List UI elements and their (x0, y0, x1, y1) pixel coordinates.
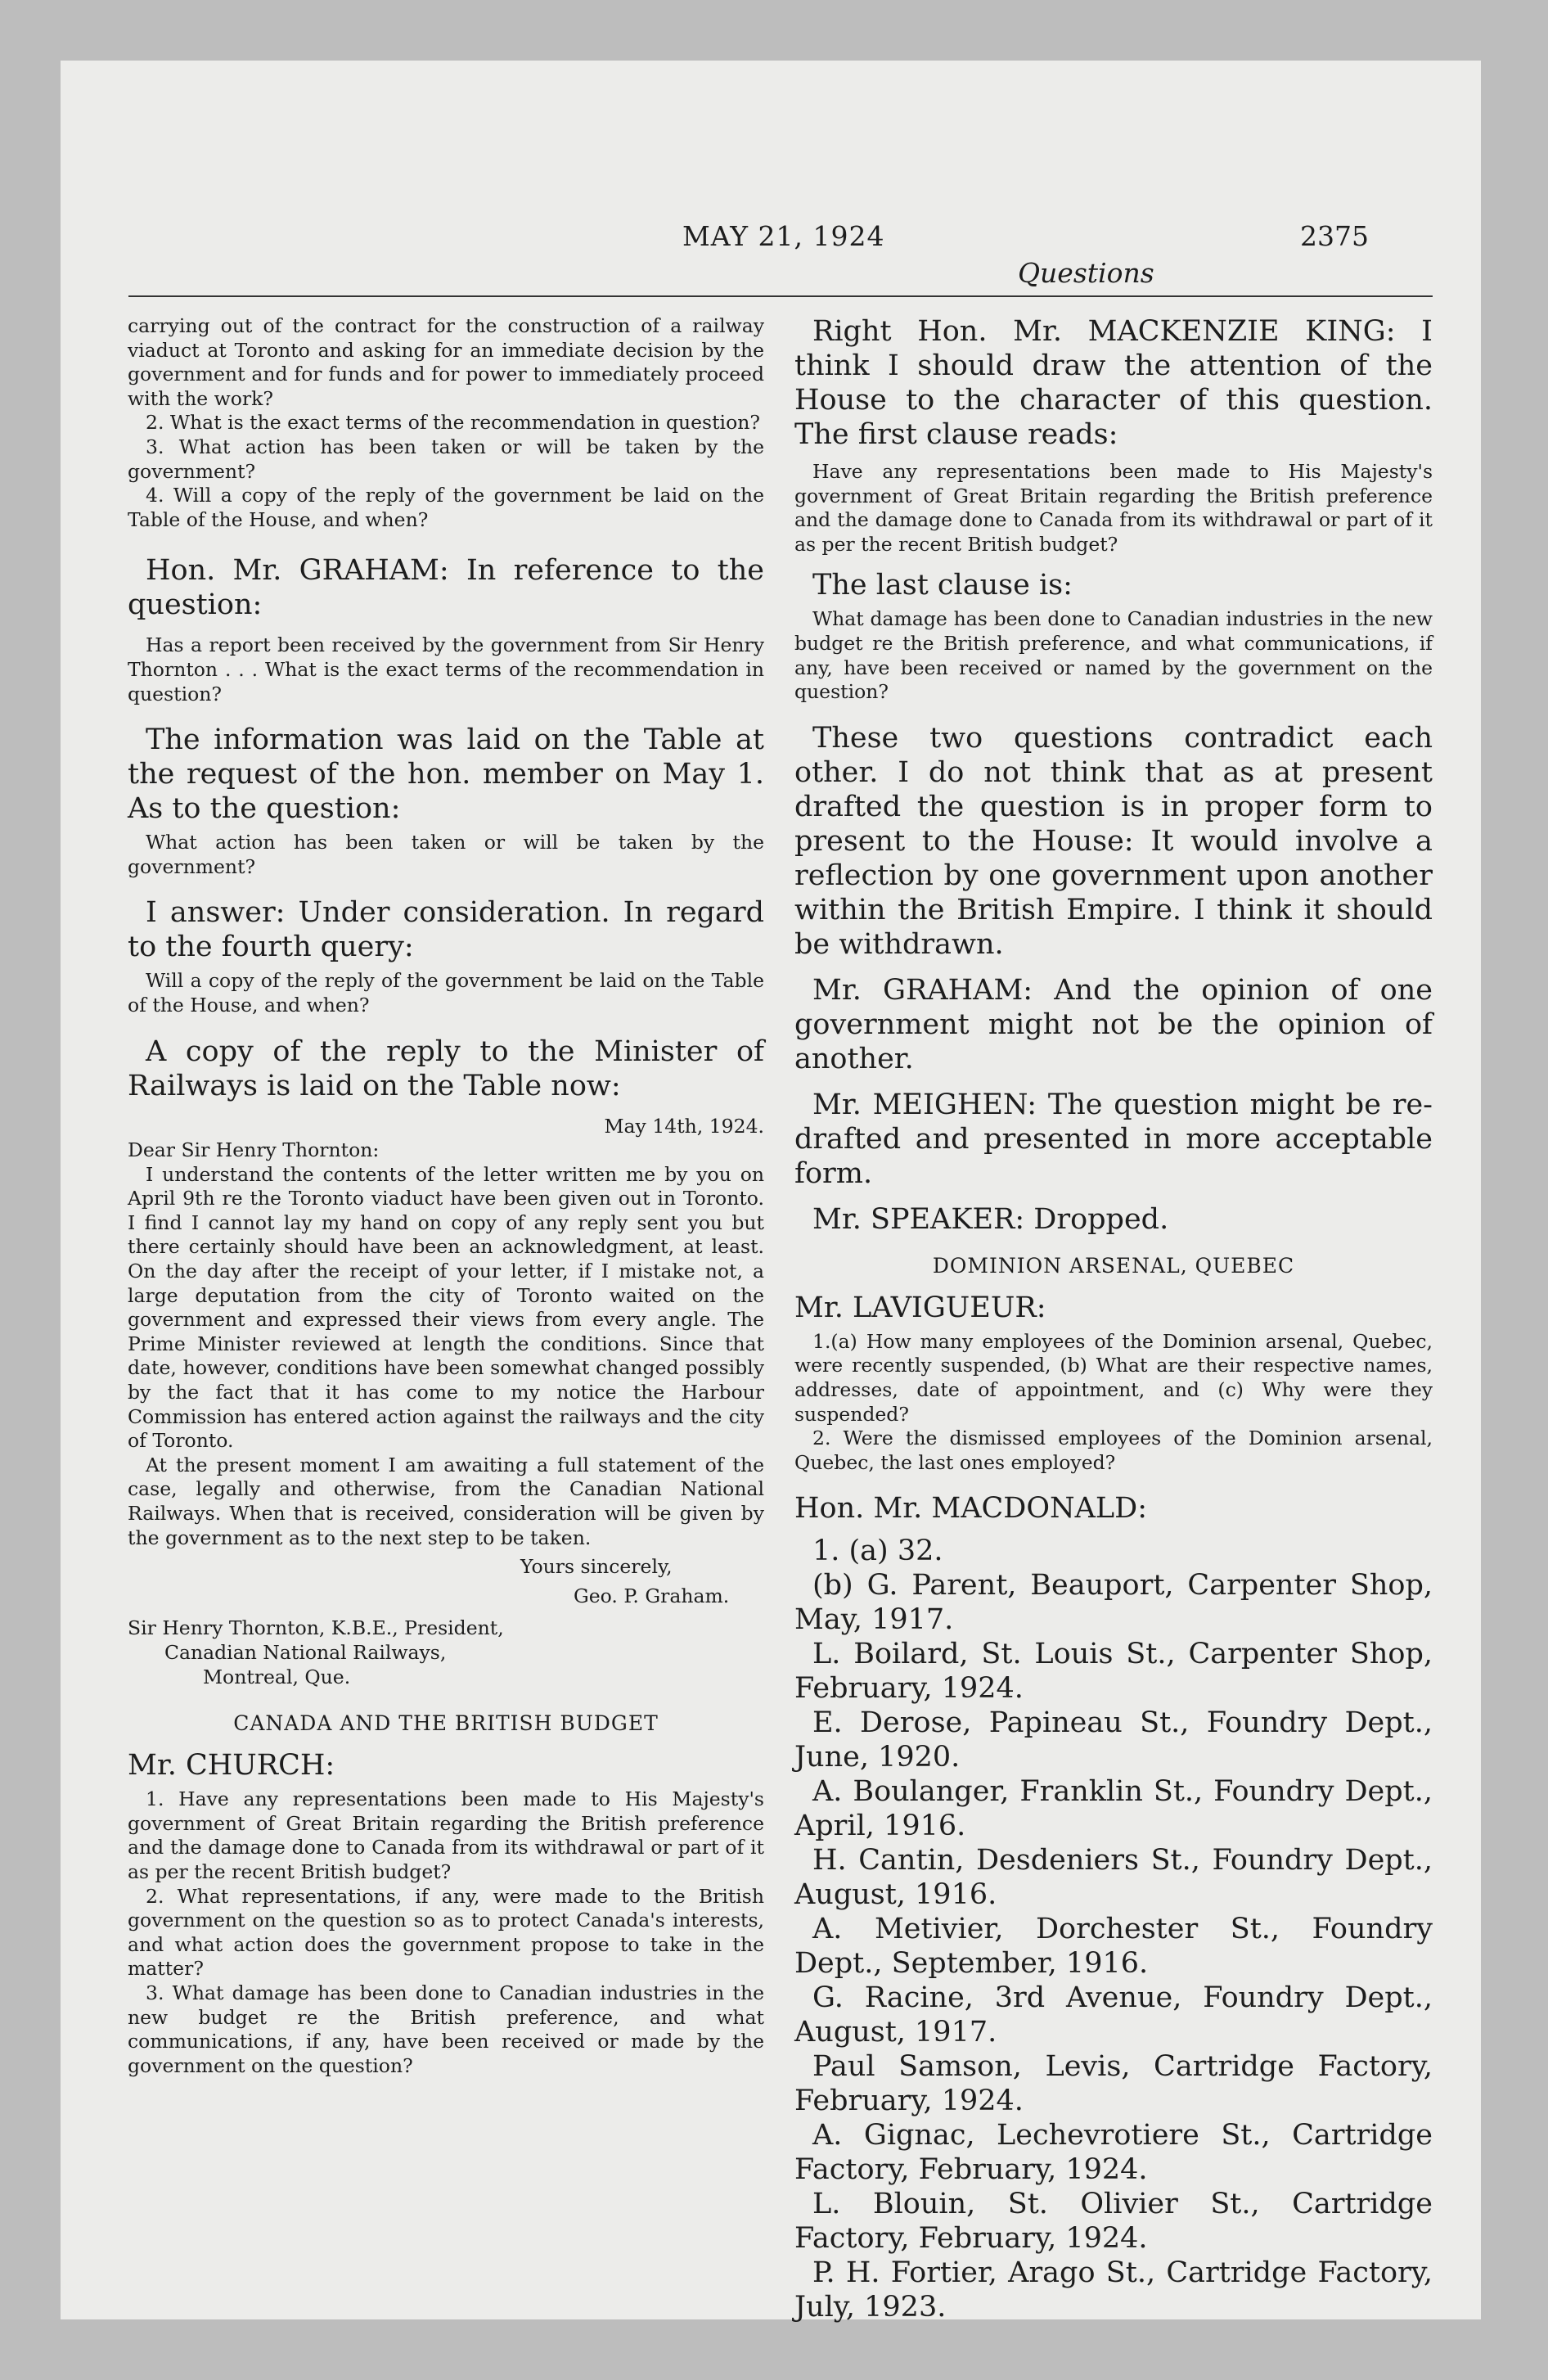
lavigueur-question-1: 1.(a) How many employees of the Dominion arsenal, Quebec, were recently suspended, (b) What are their respective names, addresses, date of appointment, and (c) Why were they suspended? (794, 1329, 1433, 1426)
addressee-line-2: Canadian National Railways, (164, 1640, 447, 1664)
section-heading-budget: CANADA AND THE BRITISH BUDGET (233, 1711, 659, 1736)
answer-item: 1. (a) 32. (812, 1535, 943, 1568)
answer-item: A. Gignac, Lechevrotiere St., Cartridge Factory, February, 1924. (794, 2119, 1433, 2187)
page-header (61, 155, 1481, 289)
question-item-3: 3. What action has been taken or will be taken by the government? (128, 435, 764, 483)
answer-item: H. Cantin, Desdeniers St., Foundry Dept., August, 1916. (794, 1844, 1433, 1912)
question-item-2: 2. What is the exact terms of the recommendation in question? (146, 411, 760, 435)
speaker-lavigueur: Mr. LAVIGUEUR: (794, 1291, 1046, 1324)
letter-closing: Yours sincerely, (520, 1555, 673, 1579)
answer-item: L. Boilard, St. Louis St., Carpenter Shop, February, 1924. (794, 1638, 1433, 1706)
page-sheet (61, 61, 1481, 2324)
section-heading-arsenal: DOMINION ARSENAL, QUEBEC (932, 1253, 1295, 1278)
quoted-clause-first: Have any representations been made to His Majesty's government of Great Britain regarding the British preference and the damage done to Canada from its withdrawal or part of it as per the recent British budget? (794, 460, 1433, 556)
king-remark-3: These two questions contradict each other. I do not think that as at present drafted the question is in proper form to present to the House: It would involve a reflection by one government upon another within the British Empire. I think it should be withdrawn. (794, 721, 1433, 961)
left-column (128, 314, 764, 2078)
graham-answer-3: I answer: Under consideration. In regard to the fourth query: (128, 896, 764, 964)
letter-paragraph-2: At the present moment I am awaiting a full statement of the case, legally and otherwise, from the Canadian National Railways. When that is received, consideration will be given by the government as to the next step to be taken. (128, 1453, 764, 1549)
church-question-3: 3. What damage has been done to Canadian industries in the new budget re the British preference, and what communications, if any, have been received or made by the government on the question? (128, 1981, 764, 2077)
answer-item: A. Boulanger, Franklin St., Foundry Dept., April, 1916. (794, 1775, 1433, 1843)
addressee-line-1: Sir Henry Thornton, K.B.E., President, (128, 1616, 504, 1640)
graham-answer-2: The information was laid on the Table at the request of the hon. member on May 1. As to the question: (128, 723, 764, 826)
header-date: MAY 21, 1924 (682, 220, 885, 252)
graham-answer-intro: Hon. Mr. GRAHAM: In reference to the question: (128, 554, 764, 622)
lavigueur-question-2: 2. Were the dismissed employees of the Dominion arsenal, Quebec, the last ones employed? (794, 1427, 1433, 1474)
answer-item: P. H. Fortier, Arago St., Cartridge Factory, July, 1923. (794, 2256, 1433, 2324)
addressee-line-3: Montreal, Que. (203, 1665, 351, 1688)
speaker-church: Mr. CHURCH: (128, 1749, 335, 1783)
letter-date: May 14th, 1924. (604, 1114, 764, 1138)
page-number: 2375 (1300, 220, 1369, 252)
answer-list (794, 1534, 1433, 2324)
speaker-macdonald: Hon. Mr. MACDONALD: (794, 1492, 1148, 1526)
meighen-remark: Mr. MEIGHEN: The question might be re-drafted and presented in more acceptable form. (794, 1088, 1433, 1190)
quoted-clause-last: What damage has been done to Canadian industries in the new budget re the British preference, and what communications, if any, have been received or named by the government on the question? (794, 607, 1433, 704)
right-column (794, 314, 1433, 2324)
answer-item: Paul Samson, Levis, Cartridge Factory, February, 1924. (794, 2050, 1433, 2118)
quoted-question-1: Has a report been received by the government from Sir Henry Thornton . . . What is the exact terms of the recommendation in question? (128, 633, 764, 705)
quoted-question-2: What action has been taken or will be taken by the government? (128, 831, 764, 878)
answer-item: E. Derose, Papineau St., Foundry Dept., June, 1920. (794, 1706, 1433, 1774)
section-title: Questions (1018, 257, 1154, 289)
question-item-4: 4. Will a copy of the reply of the government be laid on the Table of the House, and when? (128, 484, 764, 531)
answer-item: (b) G. Parent, Beauport, Carpenter Shop, May, 1917. (794, 1569, 1433, 1637)
graham-answer-4: A copy of the reply to the Minister of Railways is laid on the Table now: (128, 1034, 764, 1102)
church-question-1: 1. Have any representations been made to His Majesty's government of Great Britain regarding the British preference and the damage done to Canada from its withdrawal or part of it as per the recent British budget? (128, 1787, 764, 1883)
speaker-remark: Mr. SPEAKER: Dropped. (812, 1202, 1169, 1236)
answer-item: L. Blouin, St. Olivier St., Cartridge Factory, February, 1924. (794, 2188, 1433, 2256)
king-remark-2: The last clause is: (812, 569, 1073, 602)
question-continuation: carrying out of the contract for the construction of a railway viaduct at Toronto and asking for an immediate decision by the government and for funds and for power to immediately proceed with the work? (128, 314, 764, 410)
quoted-question-3: Will a copy of the reply of the government be laid on the Table of the House, and when? (128, 969, 764, 1016)
church-question-2: 2. What representations, if any, were made to the British government on the question so as to protect Canada's interests, and what action does the government propose to take in the matter? (128, 1884, 764, 1981)
king-remark-1: Right Hon. Mr. MACKENZIE KING: I think I should draw the attention of the House to the character of this question. The first clause reads: (794, 315, 1433, 451)
letter-paragraph-1: I understand the contents of the letter written me by you on April 9th re the Toronto viaduct have been given out in Toronto. I find I cannot lay my hand on copy of any reply sent you but there certainly should have been an acknowledgment, at least. On the day after the receipt of your letter, if I mistake not, a large deputation from the city of Toronto waited on the government and expressed their views from every angle. The Prime Minister reviewed at length the conditions. Since that date, however, conditions have been somewhat changed possibly by the fact that it has come to my notice the Harbour Commission has entered action against the railways and the city of Toronto. (128, 1162, 764, 1453)
header-rule (128, 295, 1433, 297)
answer-item: G. Racine, 3rd Avenue, Foundry Dept., August, 1917. (794, 1981, 1433, 2049)
letter-salutation: Dear Sir Henry Thornton: (128, 1138, 380, 1162)
letter-signature: Geo. P. Graham. (574, 1584, 730, 1607)
graham-remark: Mr. GRAHAM: And the opinion of one government might not be the opinion of another. (794, 973, 1433, 1075)
answer-item: A. Metivier, Dorchester St., Foundry Dept., September, 1916. (794, 1913, 1433, 1981)
